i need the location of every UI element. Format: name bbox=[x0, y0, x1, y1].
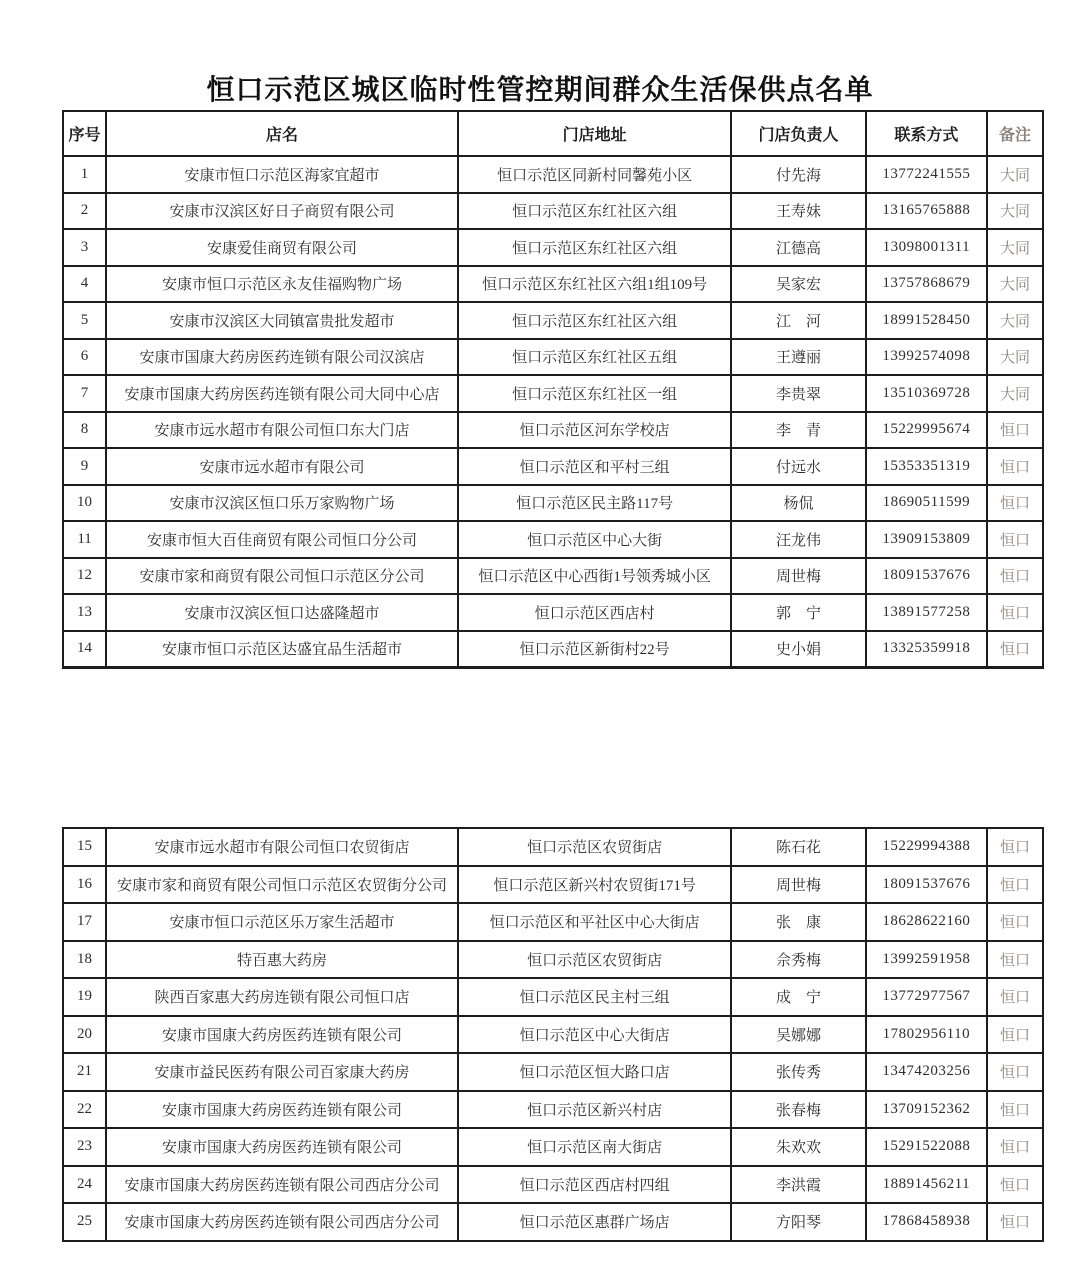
cell-address: 恒口示范区惠群广场店 bbox=[458, 1203, 731, 1241]
column-header-address: 门店地址 bbox=[458, 111, 731, 156]
cell-phone: 13510369728 bbox=[866, 375, 988, 412]
cell-name: 安康市国康大药房医药连锁有限公司汉滨店 bbox=[106, 339, 458, 376]
cell-address: 恒口示范区东红社区六组 bbox=[458, 229, 731, 266]
cell-manager: 王遵丽 bbox=[731, 339, 865, 376]
cell-phone: 15229994388 bbox=[866, 828, 988, 866]
column-header-name: 店名 bbox=[106, 111, 458, 156]
cell-address: 恒口示范区西店村 bbox=[458, 594, 731, 631]
cell-address: 恒口示范区西店村四组 bbox=[458, 1166, 731, 1204]
cell-no: 6 bbox=[63, 339, 106, 376]
cell-remark: 恒口 bbox=[987, 828, 1043, 866]
cell-address: 恒口示范区新兴村农贸街171号 bbox=[458, 866, 731, 904]
cell-name: 安康市远水超市有限公司 bbox=[106, 448, 458, 485]
cell-manager: 吴家宏 bbox=[731, 266, 865, 303]
cell-no: 19 bbox=[63, 978, 106, 1016]
cell-phone: 13709152362 bbox=[866, 1091, 988, 1129]
cell-phone: 18091537676 bbox=[866, 558, 988, 595]
cell-phone: 18690511599 bbox=[866, 485, 988, 522]
cell-phone: 13165765888 bbox=[866, 193, 988, 230]
cell-phone: 18628622160 bbox=[866, 903, 988, 941]
table-row bbox=[63, 1166, 1043, 1204]
cell-phone: 13992574098 bbox=[866, 339, 988, 376]
cell-remark: 恒口 bbox=[987, 1166, 1043, 1204]
table-row bbox=[63, 521, 1043, 558]
cell-manager: 付远水 bbox=[731, 448, 865, 485]
cell-name: 特百惠大药房 bbox=[106, 941, 458, 979]
cell-address: 恒口示范区东红社区一组 bbox=[458, 375, 731, 412]
cell-no: 7 bbox=[63, 375, 106, 412]
cell-no: 10 bbox=[63, 485, 106, 522]
cell-manager: 郭 宁 bbox=[731, 594, 865, 631]
cell-address: 恒口示范区民主路117号 bbox=[458, 485, 731, 522]
cell-name: 安康市国康大药房医药连锁有限公司大同中心店 bbox=[106, 375, 458, 412]
cell-phone: 17868458938 bbox=[866, 1203, 988, 1241]
cell-remark: 恒口 bbox=[987, 978, 1043, 1016]
cell-name: 安康爱佳商贸有限公司 bbox=[106, 229, 458, 266]
cell-phone: 13772241555 bbox=[866, 156, 988, 193]
cell-name: 安康市国康大药房医药连锁有限公司西店分公司 bbox=[106, 1203, 458, 1241]
cell-manager: 李洪霞 bbox=[731, 1166, 865, 1204]
cell-no: 11 bbox=[63, 521, 106, 558]
table-row bbox=[63, 266, 1043, 303]
cell-manager: 史小娟 bbox=[731, 631, 865, 668]
cell-address: 恒口示范区恒大路口店 bbox=[458, 1053, 731, 1091]
cell-phone: 17802956110 bbox=[866, 1016, 988, 1054]
cell-address: 恒口示范区同新村同馨苑小区 bbox=[458, 156, 731, 193]
cell-no: 4 bbox=[63, 266, 106, 303]
cell-address: 恒口示范区东红社区六组1组109号 bbox=[458, 266, 731, 303]
cell-manager: 陈石花 bbox=[731, 828, 865, 866]
cell-no: 13 bbox=[63, 594, 106, 631]
cell-no: 24 bbox=[63, 1166, 106, 1204]
cell-remark: 恒口 bbox=[987, 866, 1043, 904]
table-row bbox=[63, 375, 1043, 412]
table-header-row bbox=[63, 111, 1043, 156]
cell-address: 恒口示范区东红社区五组 bbox=[458, 339, 731, 376]
cell-remark: 大同 bbox=[987, 302, 1043, 339]
table-row bbox=[63, 229, 1043, 266]
table-row bbox=[63, 866, 1043, 904]
cell-address: 恒口示范区中心西街1号领秀城小区 bbox=[458, 558, 731, 595]
cell-phone: 13474203256 bbox=[866, 1053, 988, 1091]
cell-name: 安康市益民医药有限公司百家康大药房 bbox=[106, 1053, 458, 1091]
cell-no: 9 bbox=[63, 448, 106, 485]
cell-remark: 恒口 bbox=[987, 1053, 1043, 1091]
table-row bbox=[63, 1128, 1043, 1166]
cell-manager: 方阳琴 bbox=[731, 1203, 865, 1241]
cell-no: 5 bbox=[63, 302, 106, 339]
cell-remark: 恒口 bbox=[987, 485, 1043, 522]
table-row bbox=[63, 1016, 1043, 1054]
column-header-no: 序号 bbox=[63, 111, 106, 156]
cell-remark: 恒口 bbox=[987, 558, 1043, 595]
cell-remark: 大同 bbox=[987, 156, 1043, 193]
cell-manager: 周世梅 bbox=[731, 866, 865, 904]
cell-remark: 恒口 bbox=[987, 903, 1043, 941]
cell-no: 2 bbox=[63, 193, 106, 230]
cell-manager: 佘秀梅 bbox=[731, 941, 865, 979]
cell-name: 安康市恒大百佳商贸有限公司恒口分公司 bbox=[106, 521, 458, 558]
cell-manager: 李 青 bbox=[731, 412, 865, 449]
column-header-remark: 备注 bbox=[987, 111, 1043, 156]
cell-manager: 成 宁 bbox=[731, 978, 865, 1016]
cell-address: 恒口示范区和平村三组 bbox=[458, 448, 731, 485]
column-header-manager: 门店负责人 bbox=[731, 111, 865, 156]
cell-address: 恒口示范区和平社区中心大街店 bbox=[458, 903, 731, 941]
table-row bbox=[63, 941, 1043, 979]
cell-name: 安康市汉滨区恒口达盛隆超市 bbox=[106, 594, 458, 631]
table-row bbox=[63, 1203, 1043, 1241]
supply-points-table-page1 bbox=[62, 110, 1044, 669]
cell-phone: 18991528450 bbox=[866, 302, 988, 339]
cell-phone: 13098001311 bbox=[866, 229, 988, 266]
cell-phone: 15229995674 bbox=[866, 412, 988, 449]
cell-address: 恒口示范区民主村三组 bbox=[458, 978, 731, 1016]
table-row bbox=[63, 339, 1043, 376]
cell-address: 恒口示范区南大街店 bbox=[458, 1128, 731, 1166]
cell-manager: 江 河 bbox=[731, 302, 865, 339]
cell-remark: 恒口 bbox=[987, 1203, 1043, 1241]
cell-remark: 恒口 bbox=[987, 941, 1043, 979]
cell-name: 安康市国康大药房医药连锁有限公司 bbox=[106, 1128, 458, 1166]
cell-no: 22 bbox=[63, 1091, 106, 1129]
cell-remark: 恒口 bbox=[987, 594, 1043, 631]
table-row bbox=[63, 631, 1043, 668]
cell-no: 1 bbox=[63, 156, 106, 193]
table-row bbox=[63, 156, 1043, 193]
cell-address: 恒口示范区新兴村店 bbox=[458, 1091, 731, 1129]
cell-remark: 大同 bbox=[987, 193, 1043, 230]
cell-no: 20 bbox=[63, 1016, 106, 1054]
cell-manager: 张 康 bbox=[731, 903, 865, 941]
cell-remark: 恒口 bbox=[987, 521, 1043, 558]
cell-manager: 周世梅 bbox=[731, 558, 865, 595]
cell-address: 恒口示范区东红社区六组 bbox=[458, 302, 731, 339]
cell-no: 3 bbox=[63, 229, 106, 266]
cell-name: 安康市汉滨区恒口乐万家购物广场 bbox=[106, 485, 458, 522]
cell-phone: 13757868679 bbox=[866, 266, 988, 303]
table-row bbox=[63, 828, 1043, 866]
cell-address: 恒口示范区东红社区六组 bbox=[458, 193, 731, 230]
cell-phone: 15353351319 bbox=[866, 448, 988, 485]
table-row bbox=[63, 485, 1043, 522]
cell-no: 12 bbox=[63, 558, 106, 595]
table-row bbox=[63, 448, 1043, 485]
table-row bbox=[63, 558, 1043, 595]
cell-name: 安康市家和商贸有限公司恒口示范区分公司 bbox=[106, 558, 458, 595]
table-row bbox=[63, 903, 1043, 941]
page-title: 恒口示范区城区临时性管控期间群众生活保供点名单 bbox=[206, 74, 874, 105]
cell-remark: 恒口 bbox=[987, 1128, 1043, 1166]
supply-points-table-page2 bbox=[62, 827, 1044, 1242]
cell-remark: 恒口 bbox=[987, 631, 1043, 668]
table-row bbox=[63, 1053, 1043, 1091]
cell-no: 16 bbox=[63, 866, 106, 904]
cell-name: 安康市恒口示范区乐万家生活超市 bbox=[106, 903, 458, 941]
cell-name: 安康市汉滨区大同镇富贵批发超市 bbox=[106, 302, 458, 339]
cell-name: 陕西百家惠大药房连锁有限公司恒口店 bbox=[106, 978, 458, 1016]
table-row bbox=[63, 412, 1043, 449]
cell-remark: 大同 bbox=[987, 375, 1043, 412]
cell-remark: 大同 bbox=[987, 229, 1043, 266]
cell-no: 8 bbox=[63, 412, 106, 449]
cell-name: 安康市国康大药房医药连锁有限公司 bbox=[106, 1091, 458, 1129]
cell-no: 17 bbox=[63, 903, 106, 941]
cell-name: 安康市国康大药房医药连锁有限公司西店分公司 bbox=[106, 1166, 458, 1204]
cell-phone: 18891456211 bbox=[866, 1166, 988, 1204]
cell-manager: 汪龙伟 bbox=[731, 521, 865, 558]
cell-address: 恒口示范区农贸街店 bbox=[458, 828, 731, 866]
cell-address: 恒口示范区中心大街 bbox=[458, 521, 731, 558]
cell-name: 安康市国康大药房医药连锁有限公司 bbox=[106, 1016, 458, 1054]
cell-remark: 大同 bbox=[987, 339, 1043, 376]
cell-remark: 恒口 bbox=[987, 412, 1043, 449]
table-row bbox=[63, 978, 1043, 1016]
cell-address: 恒口示范区农贸街店 bbox=[458, 941, 731, 979]
cell-remark: 大同 bbox=[987, 266, 1043, 303]
cell-no: 18 bbox=[63, 941, 106, 979]
cell-name: 安康市远水超市有限公司恒口农贸街店 bbox=[106, 828, 458, 866]
cell-no: 15 bbox=[63, 828, 106, 866]
table-row bbox=[63, 594, 1043, 631]
cell-phone: 13909153809 bbox=[866, 521, 988, 558]
cell-no: 21 bbox=[63, 1053, 106, 1091]
cell-address: 恒口示范区中心大街店 bbox=[458, 1016, 731, 1054]
cell-name: 安康市恒口示范区海家宜超市 bbox=[106, 156, 458, 193]
column-header-phone: 联系方式 bbox=[866, 111, 988, 156]
cell-remark: 恒口 bbox=[987, 1091, 1043, 1129]
cell-no: 25 bbox=[63, 1203, 106, 1241]
cell-manager: 张传秀 bbox=[731, 1053, 865, 1091]
cell-manager: 江德高 bbox=[731, 229, 865, 266]
cell-name: 安康市家和商贸有限公司恒口示范区农贸街分公司 bbox=[106, 866, 458, 904]
table-row bbox=[63, 1091, 1043, 1129]
cell-phone: 15291522088 bbox=[866, 1128, 988, 1166]
cell-name: 安康市恒口示范区永友佳福购物广场 bbox=[106, 266, 458, 303]
cell-phone: 13325359918 bbox=[866, 631, 988, 668]
cell-phone: 13772977567 bbox=[866, 978, 988, 1016]
cell-manager: 张春梅 bbox=[731, 1091, 865, 1129]
cell-manager: 王寿妹 bbox=[731, 193, 865, 230]
table-row bbox=[63, 193, 1043, 230]
cell-remark: 恒口 bbox=[987, 448, 1043, 485]
cell-manager: 杨侃 bbox=[731, 485, 865, 522]
cell-phone: 13992591958 bbox=[866, 941, 988, 979]
cell-manager: 李贵翠 bbox=[731, 375, 865, 412]
cell-address: 恒口示范区河东学校店 bbox=[458, 412, 731, 449]
cell-remark: 恒口 bbox=[987, 1016, 1043, 1054]
cell-manager: 付先海 bbox=[731, 156, 865, 193]
cell-phone: 18091537676 bbox=[866, 866, 988, 904]
cell-name: 安康市远水超市有限公司恒口东大门店 bbox=[106, 412, 458, 449]
cell-no: 23 bbox=[63, 1128, 106, 1166]
cell-manager: 吴娜娜 bbox=[731, 1016, 865, 1054]
cell-phone: 13891577258 bbox=[866, 594, 988, 631]
table-row bbox=[63, 302, 1043, 339]
cell-name: 安康市汉滨区好日子商贸有限公司 bbox=[106, 193, 458, 230]
cell-no: 14 bbox=[63, 631, 106, 668]
cell-address: 恒口示范区新街村22号 bbox=[458, 631, 731, 668]
cell-name: 安康市恒口示范区达盛宜品生活超市 bbox=[106, 631, 458, 668]
cell-manager: 朱欢欢 bbox=[731, 1128, 865, 1166]
